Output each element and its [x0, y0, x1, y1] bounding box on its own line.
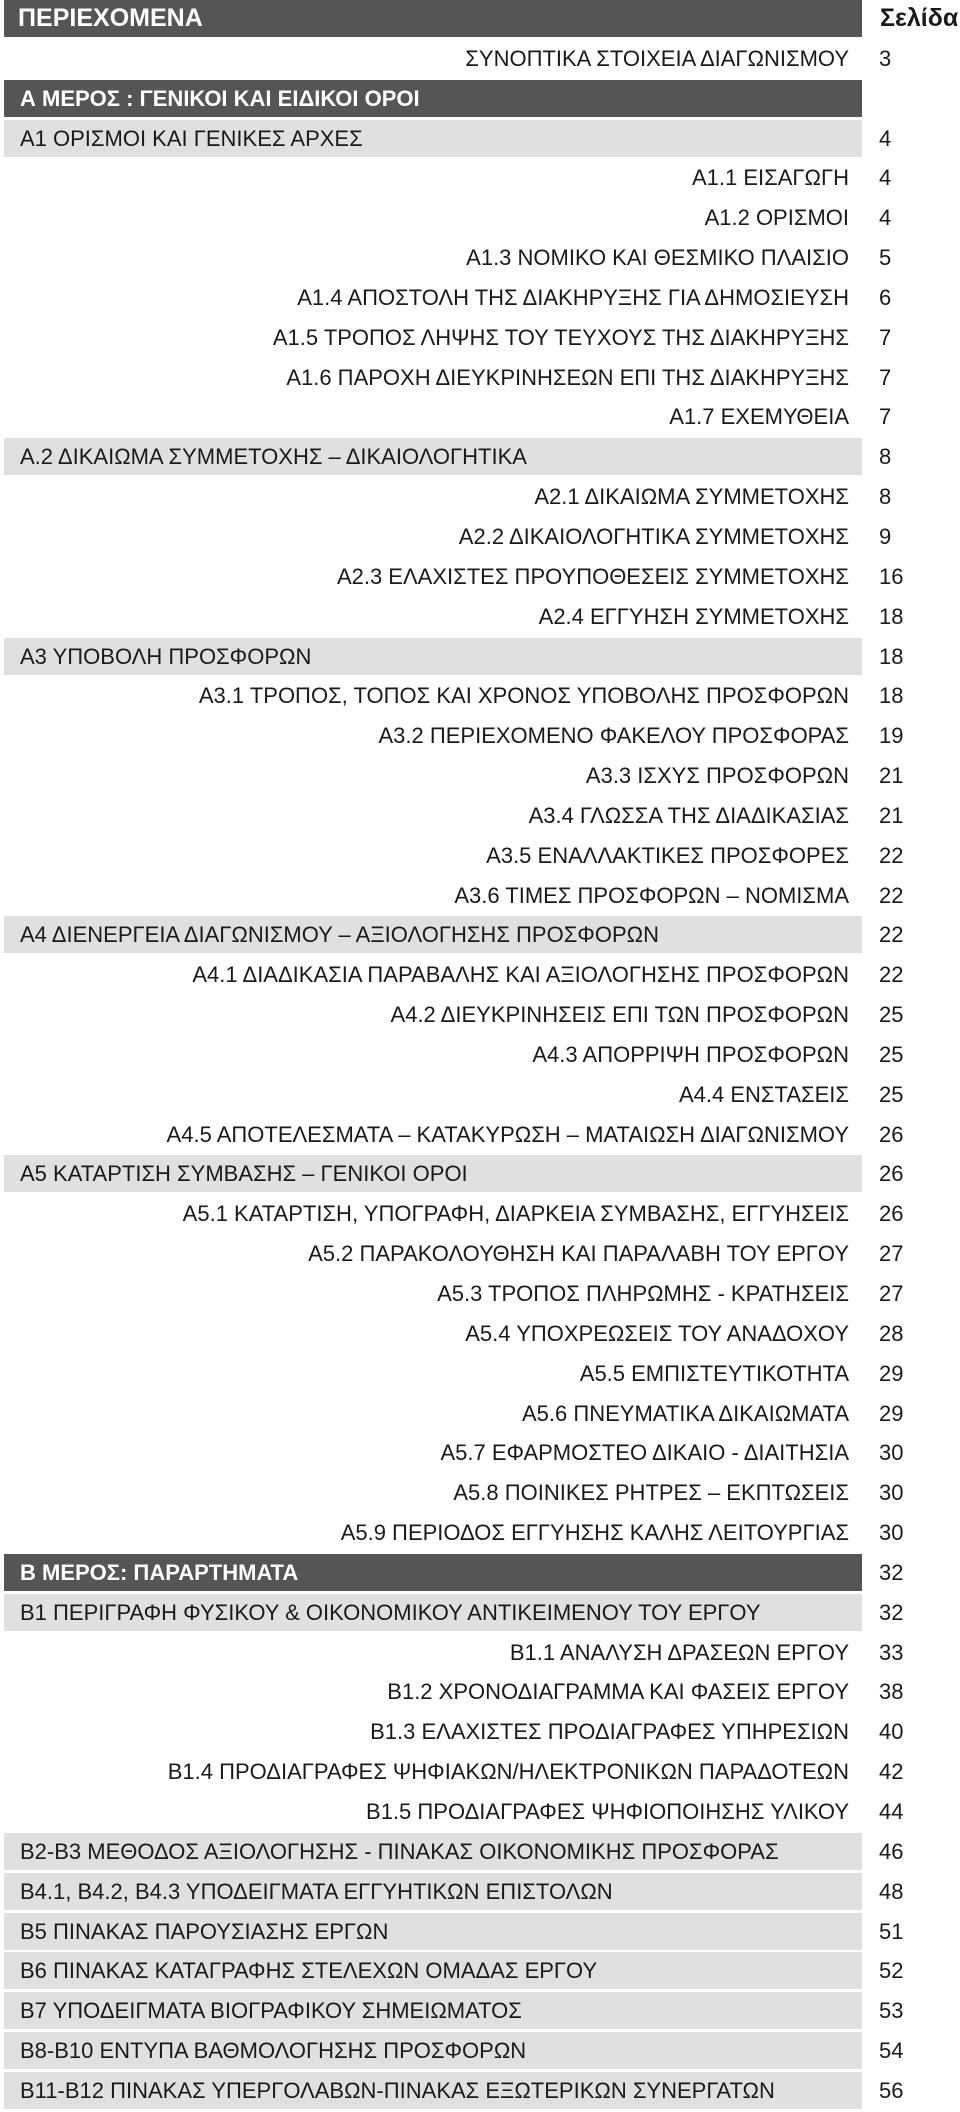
toc-entry-title: Β1 ΠΕΡΙΓΡΑΦΗ ΦΥΣΙΚΟΥ & ΟΙΚΟΝΟΜΙΚΟΥ ΑΝΤΙΚΕΙΜΕΝΟΥ ΤΟΥ ΕΡΓΟΥ	[4, 1594, 862, 1631]
toc-subsection-entry[interactable]	[4, 717, 960, 757]
toc-entry-title: Α3.6 ΤΙΜΕΣ ΠΡΟΣΦΟΡΩΝ – ΝΟΜΙΣΜΑ	[454, 882, 849, 908]
toc-subsection-entry[interactable]	[4, 1235, 960, 1275]
toc-entry-title: Α5.9 ΠΕΡΙΟΔΟΣ ΕΓΓΥΗΣΗΣ ΚΑΛΗΣ ΛΕΙΤΟΥΡΓΙΑΣ	[340, 1520, 849, 1546]
toc-entry-page-number: 5	[879, 245, 892, 271]
toc-subsection-entry[interactable]	[4, 199, 960, 239]
toc-section-entry[interactable]	[4, 1594, 960, 1634]
toc-entry-page-number: 7	[879, 364, 892, 390]
toc-subsection-entry[interactable]	[4, 1673, 960, 1713]
toc-part-heading[interactable]	[4, 80, 960, 120]
toc-entry-title: Α5.3 ΤΡΟΠΟΣ ΠΛΗΡΩΜΗΣ - ΚΡΑΤΗΣΕΙΣ	[437, 1281, 849, 1306]
toc-entry-title: Β11-Β12 ΠΙΝΑΚΑΣ ΥΠΕΡΓΟΛΑΒΩΝ-ΠΙΝΑΚΑΣ ΕΞΩΤΕΡΙΚΩΝ ΣΥΝΕΡΓΑΤΩΝ	[4, 2072, 862, 2109]
toc-subsection-entry[interactable]	[4, 598, 960, 638]
toc-entry-page-number: 28	[879, 1320, 904, 1346]
toc-entry-page-number: 22	[879, 922, 904, 948]
toc-subsection-entry[interactable]	[4, 1713, 960, 1753]
toc-entry-page-number: 7	[879, 324, 892, 350]
toc-subsection-entry[interactable]	[4, 279, 960, 319]
toc-entry-title: Α3.2 ΠΕΡΙΕΧΟΜΕΝΟ ΦΑΚΕΛΟΥ ΠΡΟΣΦΟΡΑΣ	[378, 723, 849, 749]
toc-subsection-entry[interactable]	[4, 797, 960, 837]
toc-entry-page-number: 56	[879, 2077, 904, 2103]
toc-section-entry[interactable]	[4, 438, 960, 478]
table-of-contents	[4, 0, 960, 2112]
toc-entry-page-number: 30	[879, 1440, 904, 1466]
toc-entry-title: Α ΜΕΡΟΣ : ΓΕΝΙΚΟΙ ΚΑΙ ΕΙΔΙΚΟΙ ΟΡΟΙ	[4, 80, 862, 117]
toc-entry-title: Α3 ΥΠΟΒΟΛΗ ΠΡΟΣΦΟΡΩΝ	[4, 638, 862, 675]
toc-section-entry[interactable]	[4, 916, 960, 956]
toc-subsection-entry[interactable]	[4, 757, 960, 797]
toc-entry-title: Β1.5 ΠΡΟΔΙΑΓΡΑΦΕΣ ΨΗΦΙΟΠΟΙΗΣΗΣ ΥΛΙΚΟΥ	[366, 1798, 849, 1824]
toc-entry-title: Α4.2 ΔΙΕΥΚΡΙΝΗΣΕΙΣ ΕΠΙ ΤΩΝ ΠΡΟΣΦΟΡΩΝ	[390, 1002, 849, 1028]
toc-subsection-entry[interactable]	[4, 40, 960, 80]
toc-entry-page-number: 22	[879, 882, 904, 908]
toc-entry-page-number: 25	[879, 1041, 904, 1067]
toc-section-entry[interactable]	[4, 1833, 960, 1873]
toc-entry-title: Α5.7 ΕΦΑΡΜΟΣΤΕΟ ΔΙΚΑΙΟ - ΔΙΑΙΤΗΣΙΑ	[440, 1440, 849, 1466]
toc-entry-page-number: 21	[879, 763, 904, 789]
toc-entry-title: Α1.7 ΕΧΕΜΥΘΕΙΑ	[669, 404, 849, 430]
toc-entry-title: Α3.4 ΓΛΩΣΣΑ ΤΗΣ ΔΙΑΔΙΚΑΣΙΑΣ	[528, 802, 849, 828]
toc-subsection-entry[interactable]	[4, 996, 960, 1036]
toc-subsection-entry[interactable]	[4, 877, 960, 917]
toc-entry-title: Α2.4 ΕΓΓΥΗΣΗ ΣΥΜΜΕΤΟΧΗΣ	[538, 603, 849, 629]
toc-subsection-entry[interactable]	[4, 677, 960, 717]
toc-entry-page-number: 4	[879, 165, 892, 191]
toc-entry-page-number: 22	[879, 842, 904, 868]
toc-entry-title: Α5 ΚΑΤΑΡΤΙΣΗ ΣΥΜΒΑΣΗΣ – ΓΕΝΙΚΟΙ ΟΡΟΙ	[4, 1155, 862, 1192]
toc-entry-title: Β1.4 ΠΡΟΔΙΑΓΡΑΦΕΣ ΨΗΦΙΑΚΩΝ/ΗΛΕΚΤΡΟΝΙΚΩΝ ΠΑΡΑΔΟΤΕΩΝ	[167, 1759, 849, 1785]
toc-entry-title: Β4.1, Β4.2, Β4.3 ΥΠΟΔΕΙΓΜΑΤΑ ΕΓΓΥΗΤΙΚΩΝ ΕΠΙΣΤΟΛΩΝ	[4, 1873, 862, 1910]
toc-entry-title: Α3.3 ΙΣΧΥΣ ΠΡΟΣΦΟΡΩΝ	[585, 763, 849, 789]
toc-entry-page-number: 4	[879, 125, 892, 151]
toc-entry-page-number: 30	[879, 1520, 904, 1546]
toc-entry-title: Α5.5 ΕΜΠΙΣΤΕΥΤΙΚΟΤΗΤΑ	[579, 1360, 849, 1386]
toc-subsection-entry[interactable]	[4, 359, 960, 399]
toc-entry-title: Α1.4 ΑΠΟΣΤΟΛΗ ΤΗΣ ΔΙΑΚΗΡΥΞΗΣ ΓΙΑ ΔΗΜΟΣΙΕΥΣΗ	[297, 284, 849, 310]
toc-subsection-entry[interactable]	[4, 1036, 960, 1076]
toc-entry-title: Α2.2 ΔΙΚΑΙΟΛΟΓΗΤΙΚΑ ΣΥΜΜΕΤΟΧΗΣ	[458, 523, 849, 549]
toc-entry-title: Α1.1 ΕΙΣΑΓΩΓΗ	[692, 165, 849, 191]
toc-entry-page-number: 33	[879, 1639, 904, 1665]
toc-entry-title: Β1.2 ΧΡΟΝΟΔΙΑΓΡΑΜΜΑ ΚΑΙ ΦΑΣΕΙΣ ΕΡΓΟΥ	[387, 1679, 849, 1705]
toc-entry-title: Α1.6 ΠΑΡΟΧΗ ΔΙΕΥΚΡΙΝΗΣΕΩΝ ΕΠΙ ΤΗΣ ΔΙΑΚΗΡΥΞΗΣ	[286, 364, 849, 390]
toc-entry-page-number: 29	[879, 1360, 904, 1386]
toc-entry-page-number: 26	[879, 1121, 904, 1147]
toc-entry-title: Α3.5 ΕΝΑΛΛΑΚΤΙΚΕΣ ΠΡΟΣΦΟΡΕΣ	[486, 842, 849, 868]
toc-section-entry[interactable]	[4, 2032, 960, 2072]
toc-subsection-entry[interactable]	[4, 1275, 960, 1315]
toc-subsection-entry[interactable]	[4, 1395, 960, 1435]
toc-title: ΠΕΡΙΕΧΟΜΕΝΑ	[4, 0, 862, 37]
toc-entry-page-number: 54	[879, 2038, 904, 2064]
toc-subsection-entry[interactable]	[4, 478, 960, 518]
toc-subsection-entry[interactable]	[4, 1076, 960, 1116]
toc-subsection-entry[interactable]	[4, 319, 960, 359]
toc-subsection-entry[interactable]	[4, 1634, 960, 1674]
toc-header	[4, 0, 960, 40]
toc-entry-page-number: 21	[879, 802, 904, 828]
toc-entry-title: Α4.4 ΕΝΣΤΑΣΕΙΣ	[679, 1081, 849, 1107]
toc-entry-title: Α3.1 ΤΡΟΠΟΣ, ΤΟΠΟΣ ΚΑΙ ΧΡΟΝΟΣ ΥΠΟΒΟΛΗΣ ΠΡΟΣΦΟΡΩΝ	[198, 683, 849, 709]
toc-entry-title: Α1.5 ΤΡΟΠΟΣ ΛΗΨΗΣ ΤΟΥ ΤΕΥΧΟΥΣ ΤΗΣ ΔΙΑΚΗΡΥΞΗΣ	[272, 324, 849, 350]
toc-entry-page-number: 25	[879, 1081, 904, 1107]
toc-entry-page-number: 22	[879, 962, 904, 988]
toc-entry-title: Β6 ΠΙΝΑΚΑΣ ΚΑΤΑΓΡΑΦΗΣ ΣΤΕΛΕΧΩΝ ΟΜΑΔΑΣ ΕΡΓΟΥ	[4, 1952, 862, 1989]
toc-entry-page-number: 8	[879, 484, 892, 510]
toc-subsection-entry[interactable]	[4, 1315, 960, 1355]
toc-entry-page-number: 30	[879, 1480, 904, 1506]
toc-entry-page-number: 53	[879, 1998, 904, 2024]
toc-entry-title: Β8-Β10 ΕΝΤΥΠΑ ΒΑΘΜΟΛΟΓΗΣΗΣ ΠΡΟΣΦΟΡΩΝ	[4, 2032, 862, 2069]
toc-subsection-entry[interactable]	[4, 837, 960, 877]
toc-subsection-entry[interactable]	[4, 239, 960, 279]
toc-entry-page-number: 52	[879, 1958, 904, 1984]
toc-entry-page-number: 32	[879, 1599, 904, 1625]
toc-entry-title: Β ΜΕΡΟΣ: ΠΑΡΑΡΤΗΜΑΤΑ	[4, 1554, 862, 1591]
toc-entry-title: Α2.1 ΔΙΚΑΙΩΜΑ ΣΥΜΜΕΤΟΧΗΣ	[534, 484, 849, 510]
toc-entry-page-number: 18	[879, 643, 904, 669]
toc-subsection-entry[interactable]	[4, 1793, 960, 1833]
toc-subsection-entry[interactable]	[4, 1514, 960, 1554]
toc-subsection-entry[interactable]	[4, 518, 960, 558]
toc-entry-page-number: 18	[879, 683, 904, 709]
toc-section-entry[interactable]	[4, 638, 960, 678]
toc-entry-title: Α5.6 ΠΝΕΥΜΑΤΙΚΑ ΔΙΚΑΙΩΜΑΤΑ	[521, 1400, 849, 1426]
toc-entry-title: Α1.3 ΝΟΜΙΚΟ ΚΑΙ ΘΕΣΜΙΚΟ ΠΛΑΙΣΙΟ	[466, 245, 849, 271]
toc-entry-page-number: 29	[879, 1400, 904, 1426]
toc-entry-title: Α4.1 ΔΙΑΔΙΚΑΣΙΑ ΠΑΡΑΒΑΛΗΣ ΚΑΙ ΑΞΙΟΛΟΓΗΣΗΣ ΠΡΟΣΦΟΡΩΝ	[192, 962, 849, 988]
toc-subsection-entry[interactable]	[4, 558, 960, 598]
toc-entry-page-number: 40	[879, 1719, 904, 1745]
toc-entry-title: Β2-Β3 ΜΕΘΟΔΟΣ ΑΞΙΟΛΟΓΗΣΗΣ - ΠΙΝΑΚΑΣ ΟΙΚΟΝΟΜΙΚΗΣ ΠΡΟΣΦΟΡΑΣ	[4, 1833, 862, 1870]
toc-subsection-entry[interactable]	[4, 1474, 960, 1514]
toc-section-entry[interactable]	[4, 1992, 960, 2032]
toc-entry-title: ΣΥΝΟΠΤΙΚΑ ΣΤΟΙΧΕΙΑ ΔΙΑΓΩΝΙΣΜΟΥ	[465, 45, 849, 71]
toc-section-entry[interactable]	[4, 1952, 960, 1992]
toc-subsection-entry[interactable]	[4, 1355, 960, 1395]
page-column-label: Σελίδα	[880, 4, 959, 32]
toc-entry-title: Α5.1 ΚΑΤΑΡΤΙΣΗ, ΥΠΟΓΡΑΦΗ, ΔΙΑΡΚΕΙΑ ΣΥΜΒΑΣΗΣ, ΕΓΓΥΗΣΕΙΣ	[182, 1201, 849, 1227]
toc-entry-page-number: 18	[879, 603, 904, 629]
toc-entry-page-number: 7	[879, 404, 892, 430]
toc-entry-page-number: 6	[879, 284, 892, 310]
toc-section-entry[interactable]	[4, 1913, 960, 1953]
toc-entry-title: Α.2 ΔΙΚΑΙΩΜΑ ΣΥΜΜΕΤΟΧΗΣ – ΔΙΚΑΙΟΛΟΓΗΤΙΚΑ	[4, 438, 862, 475]
toc-subsection-entry[interactable]	[4, 1434, 960, 1474]
toc-subsection-entry[interactable]	[4, 1195, 960, 1235]
toc-entry-title: Α1.2 ΟΡΙΣΜΟΙ	[704, 205, 849, 231]
toc-entry-page-number: 16	[879, 563, 904, 589]
toc-entries	[4, 40, 960, 2112]
toc-entry-page-number: 26	[879, 1201, 904, 1227]
toc-entry-page-number: 9	[879, 523, 892, 549]
toc-entry-page-number: 25	[879, 1002, 904, 1028]
toc-subsection-entry[interactable]	[4, 1116, 960, 1156]
toc-entry-page-number: 44	[879, 1798, 904, 1824]
toc-subsection-entry[interactable]	[4, 1753, 960, 1793]
toc-entry-page-number: 46	[879, 1838, 904, 1864]
toc-subsection-entry[interactable]	[4, 159, 960, 199]
toc-entry-page-number: 27	[879, 1281, 904, 1306]
toc-entry-page-number: 26	[879, 1161, 904, 1187]
toc-entry-page-number: 19	[879, 723, 904, 749]
toc-entry-page-number: 27	[879, 1241, 904, 1267]
toc-subsection-entry[interactable]	[4, 398, 960, 438]
toc-entry-page-number: 48	[879, 1878, 904, 1904]
toc-entry-page-number: 51	[879, 1918, 904, 1944]
toc-section-entry[interactable]	[4, 1873, 960, 1913]
toc-entry-page-number: 42	[879, 1759, 904, 1785]
toc-entry-title: Β1.3 ΕΛΑΧΙΣΤΕΣ ΠΡΟΔΙΑΓΡΑΦΕΣ ΥΠΗΡΕΣΙΩΝ	[370, 1719, 849, 1745]
toc-part-heading[interactable]	[4, 1554, 960, 1594]
toc-entry-title: Α4 ΔΙΕΝΕΡΓΕΙΑ ΔΙΑΓΩΝΙΣΜΟΥ – ΑΞΙΟΛΟΓΗΣΗΣ ΠΡΟΣΦΟΡΩΝ	[4, 916, 862, 953]
toc-entry-page-number: 4	[879, 205, 892, 231]
toc-entry-page-number: 8	[879, 444, 892, 470]
toc-section-entry[interactable]	[4, 1155, 960, 1195]
toc-entry-title: Α1 ΟΡΙΣΜΟΙ ΚΑΙ ΓΕΝΙΚΕΣ ΑΡΧΕΣ	[4, 120, 862, 157]
toc-entry-title: Α2.3 ΕΛΑΧΙΣΤΕΣ ΠΡΟΥΠΟΘΕΣΕΙΣ ΣΥΜΜΕΤΟΧΗΣ	[336, 563, 849, 589]
toc-entry-title: Α4.3 ΑΠΟΡΡΙΨΗ ΠΡΟΣΦΟΡΩΝ	[532, 1041, 849, 1067]
toc-entry-title: Β5 ΠΙΝΑΚΑΣ ΠΑΡΟΥΣΙΑΣΗΣ ΕΡΓΩΝ	[4, 1913, 862, 1950]
toc-subsection-entry[interactable]	[4, 956, 960, 996]
toc-entry-page-number: 3	[879, 45, 892, 71]
toc-entry-title: Α4.5 ΑΠΟΤΕΛΕΣΜΑΤΑ – ΚΑΤΑΚΥΡΩΣΗ – ΜΑΤΑΙΩΣΗ ΔΙΑΓΩΝΙΣΜΟΥ	[166, 1121, 849, 1147]
toc-entry-page-number: 32	[879, 1559, 904, 1585]
toc-section-entry[interactable]	[4, 120, 960, 160]
toc-entry-title: Α5.2 ΠΑΡΑΚΟΛΟΥΘΗΣΗ ΚΑΙ ΠΑΡΑΛΑΒΗ ΤΟΥ ΕΡΓΟΥ	[308, 1241, 849, 1267]
toc-entry-title: Β1.1 ΑΝΑΛΥΣΗ ΔΡΑΣΕΩΝ ΕΡΓΟΥ	[509, 1639, 849, 1665]
toc-entry-title: Α5.4 ΥΠΟΧΡΕΩΣΕΙΣ ΤΟΥ ΑΝΑΔΟΧΟΥ	[465, 1320, 849, 1346]
toc-entry-page-number: 38	[879, 1679, 904, 1705]
toc-entry-title: Β7 ΥΠΟΔΕΙΓΜΑΤΑ ΒΙΟΓΡΑΦΙΚΟΥ ΣΗΜΕΙΩΜΑΤΟΣ	[4, 1992, 862, 2029]
toc-entry-title: Α5.8 ΠΟΙΝΙΚΕΣ ΡΗΤΡΕΣ – ΕΚΠΤΩΣΕΙΣ	[453, 1480, 849, 1506]
